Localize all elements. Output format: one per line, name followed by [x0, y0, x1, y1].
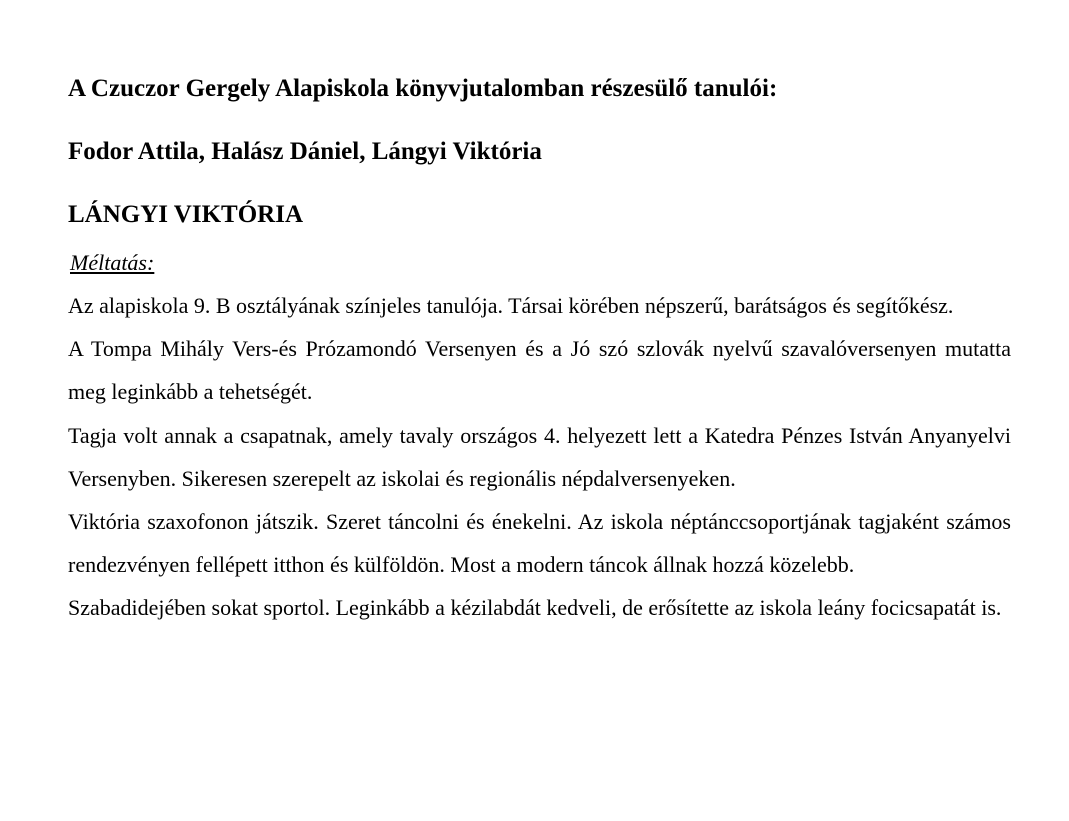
subheading-meltatas: Méltatás: [70, 250, 155, 275]
paragraph-4: Viktória szaxofonon játszik. Szeret táncolni és énekelni. Az iskola néptánccsoportjának tagjaként számos rendezvényen fellépett itthon és külföldön. Most a modern táncok állnak hozzá közelebb. [68, 509, 1011, 578]
paragraph-2: A Tompa Mihály Vers-és Prózamondó Versenyen és a Jó szó szlovák nyelvű szavalóversenyen mutatta meg leginkább a tehetségét. [68, 336, 1011, 405]
paragraph-5: Szabadidejében sokat sportol. Leginkább a kézilabdát kedveli, de erősítette az iskola leány focicsapatát is. [68, 595, 1002, 621]
awardee-names: Fodor Attila, Halász Dániel, Lángyi Viktória [68, 138, 542, 165]
body-text [68, 284, 1011, 630]
paragraph-3: Tagja volt annak a csapatnak, amely tavaly országos 4. helyezett lett a Katedra Pénzes István Anyanyelvi Versenyben. Sikeresen szerepelt az iskolai és regionális népdalversenyeken. [68, 422, 1011, 491]
document-title: A Czuczor Gergely Alapiskola könyvjutalomban részesülő tanulói: [68, 75, 778, 102]
paragraph-1: Az alapiskola 9. B osztályának színjeles tanulója. Társai körében népszerű, barátságos és segítőkész. [68, 293, 954, 318]
section-heading: LÁNGYI VIKTÓRIA [68, 201, 303, 228]
